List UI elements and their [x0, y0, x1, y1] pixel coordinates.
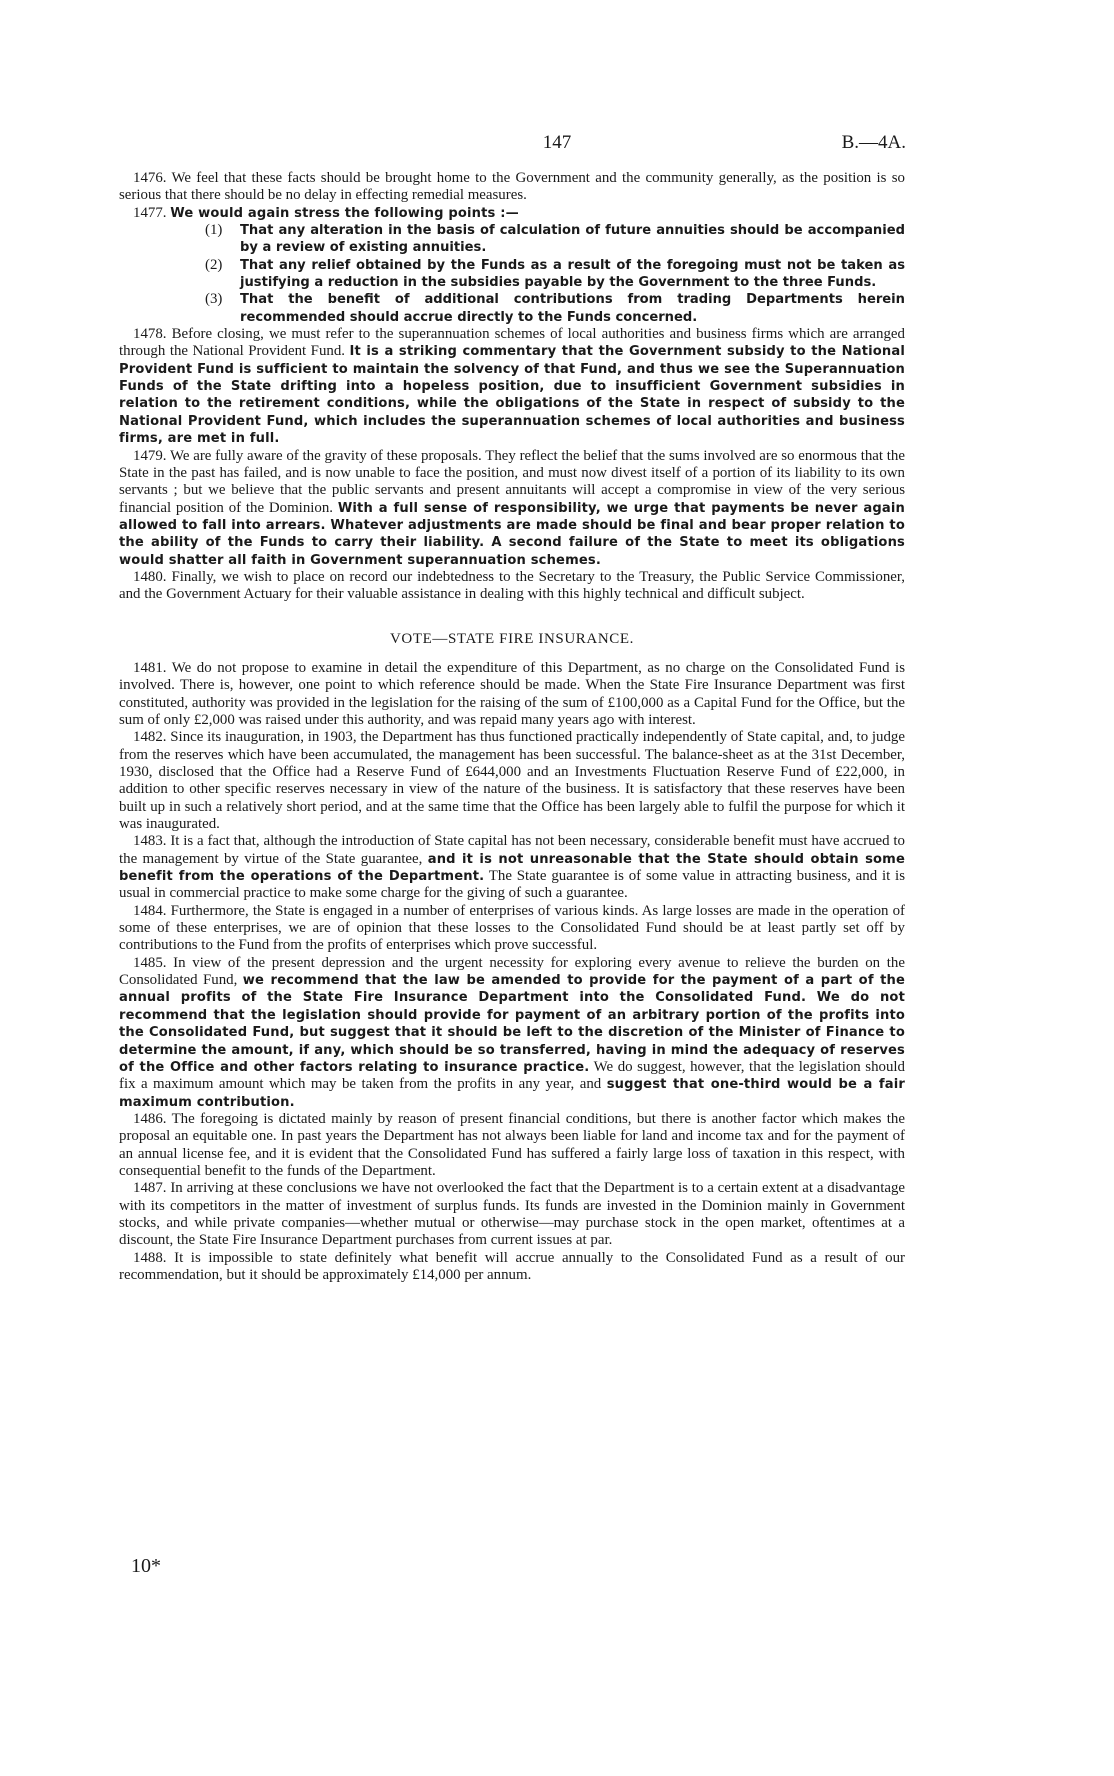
point-text: That any relief obtained by the Funds as a result of the foregoing must not be taken as justifying a reduction in the subsidies payable by the Government to the three Funds.: [240, 257, 905, 291]
paragraph-1479-bold: With a full sense of responsibility, we urge that payments be never again allowed to fall into arrears. Whatever adjustments are made should be final and bear proper relation to the ability of the Funds to carry their liability. A second failure of the State to meet its obligations would shatter all faith in Government superannuation schemes.: [119, 500, 905, 568]
paragraph-1487: 1487. In arriving at these conclusions we have not overlooked the fact that the Department is to a certain extent at a disadvantage with its competitors in the matter of investment of surplus funds. Its funds are invested in the Dominion mainly in Government stocks, and while private companies—whether mutual or otherwise—may purchase stock in the open market, oftentimes at a discount, the State Fire Insurance Department purchases from current issues at par.: [119, 1180, 905, 1249]
paragraph-1481: 1481. We do not propose to examine in detail the expenditure of this Department, as no charge on the Consolidated Fund is involved. There is, however, one point to which reference should be made. When the State Fire Insurance Department was first constituted, authority was provided in the legislation for the raising of the sum of £100,000 as a Capital Fund for the Office, but the sum of only £2,000 was raised under this authority, and was repaid many years ago with interest.: [119, 659, 905, 728]
point-number: (2): [205, 256, 223, 273]
point-text: That any alteration in the basis of calculation of future annuities should be accompanied by a review of existing annuities.: [240, 223, 905, 256]
paragraph-1480: 1480. Finally, we wish to place on record our indebtedness to the Secretary to the Treasury, the Public Service Commissioner, and the Government Actuary for their valuable assistance in dealing with this highly technical and difficult subject.: [119, 568, 905, 603]
points-list: [119, 222, 905, 326]
paragraph-1478: [119, 326, 905, 447]
point-number: (3): [205, 291, 223, 308]
paragraph-1483: [119, 833, 905, 902]
list-item: [119, 291, 905, 326]
page-number: 147: [542, 132, 572, 153]
paragraph-1478-plain: 1478. Before closing, we must refer to the superannuation schemes of local authorities and business firms which are arranged through the National Provident Fund.: [119, 326, 905, 360]
paragraph-1479: [119, 448, 905, 569]
paragraph-1485-plain-2: We do suggest, however, that the legislation should fix a maximum amount which may be taken from the profits in any year, and: [119, 1058, 906, 1093]
list-item: [119, 257, 905, 292]
paragraph-1477-bold: We would again stress the following points :—: [170, 205, 519, 221]
paragraph-1478-bold: It is a striking commentary that the Government subsidy to the National Provident Fund is sufficient to maintain the solvency of that Fund, and thus we see the Superannuation Funds of the State drifting into a hopeless position, due to insufficient Government subsidies in relation to the retirement conditions, while the obligations of the State in respect of subsidy to the National Provident Fund, which includes the superannuation schemes of local authorities and business firms, are met in full.: [119, 344, 905, 447]
paragraph-1477-number: 1477.: [133, 204, 167, 221]
point-text: That the benefit of additional contributions from trading Departments herein recommended should accrue directly to the Funds concerned.: [240, 292, 905, 325]
paragraph-1485-bold-2: suggest that one-third would be a fair maximum contribution.: [119, 1077, 905, 1110]
paragraph-1488: 1488. It is impossible to state definitely what benefit will accrue annually to the Consolidated Fund as a result of our recommendation, but it should be approximately £14,000 per annum.: [119, 1249, 905, 1283]
footer-signature-mark: 10*: [131, 1555, 161, 1577]
document-reference: B.—4A.: [841, 132, 906, 153]
paragraph-1483-bold: and it is not unreasonable that the State should obtain some benefit from the operations of the Department.: [119, 851, 905, 885]
section-heading: VOTE—STATE FIRE INSURANCE.: [390, 630, 634, 647]
paragraph-1486: 1486. The foregoing is dictated mainly by reason of present financial conditions, but there is another factor which makes the proposal an equitable one. In past years the Department has not always been liable for land and income tax and for the payment of an annual license fee, and it is evident that the Consolidated Fund has suffered a fairly large loss of taxation in this respect, with consequential benefit to the funds of the Department.: [119, 1110, 905, 1179]
page-header: [0, 132, 1114, 156]
paragraph-1482: 1482. Since its inauguration, in 1903, the Department has thus functioned practically independently of State capital, and, to judge from the reserves which have been accumulated, the management has been successful. The balance-sheet as at the 31st December, 1930, disclosed that the Office had a Reserve Fund of £644,000 and an Investments Fluctuation Reserve Fund of £22,000, in addition to other specific reserves necessary in view of the nature of the business. It is satisfactory that these reserves have been built up in such a relatively short period, and at the same time that the Office has been largely able to fulfil the purpose for which it was inaugurated.: [119, 729, 905, 833]
paragraph-1483-plain-1: 1483. It is a fact that, although the introduction of State capital has not been necessary, considerable benefit must have accrued to the management by virtue of the State guarantee,: [119, 833, 905, 867]
paragraph-1485-plain-1: 1485. In view of the present depression and the urgent necessity for exploring every avenue to relieve the burden on the Consolidated Fund,: [119, 954, 905, 989]
paragraph-1476: 1476. We feel that these facts should be brought home to the Government and the community generally, as the position is so serious that there should be no delay in effecting remedial measures.: [119, 170, 905, 204]
body-text: [119, 170, 905, 1284]
paragraph-1479-plain: 1479. We are fully aware of the gravity of these proposals. They reflect the belief that the sums involved are so enormous that the State in the past has failed, and is now unable to face the position, and must now divest itself of a portion of its liability to its own servants ; but we believe that the public servants and present annuitants will accept a compromise in view of the very serious financial position of the Dominion.: [119, 447, 905, 516]
paragraph-1484: 1484. Furthermore, the State is engaged in a number of enterprises of various kinds. As large losses are made in the operation of some of these enterprises, we are of opinion that these losses to the Consolidated Fund should be at least partly set off by contributions to the Fund from the profits of enterprises which prove successful.: [119, 902, 905, 954]
paragraph-1477: [119, 205, 905, 222]
paragraph-1483-plain-2: The State guarantee is of some value in attracting business, and it is usual in commercial practice to make some charge for the giving of such a guarantee.: [119, 868, 905, 902]
point-number: (1): [205, 222, 223, 239]
paragraph-1485: [119, 955, 905, 1111]
list-item: [119, 222, 905, 257]
paragraph-1485-bold-1: we recommend that the law be amended to provide for the payment of a part of the annual profits of the State Fire Insurance Department into the Consolidated Fund. We do not recommend that the legislation should provide for payment of an arbitrary portion of the profits into the Consolidated Fund, but suggest that it should be left to the discretion of the Minister of Finance to determine the amount, if any, which should be so transferred, having in mind the adequacy of reserves of the Office and other factors relating to insurance practice.: [119, 973, 905, 1075]
